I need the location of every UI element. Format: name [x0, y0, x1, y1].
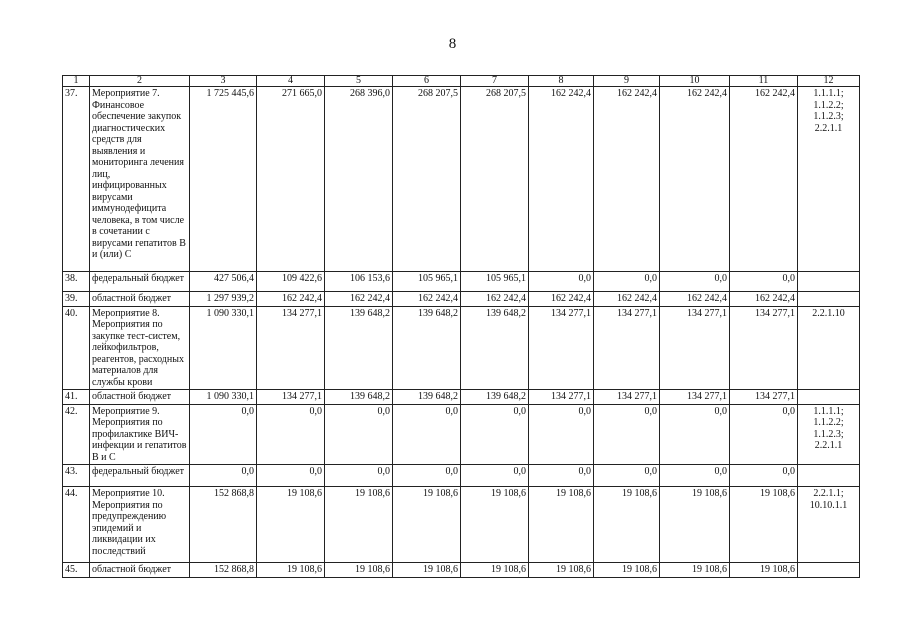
amount-cell: 19 108,6: [660, 487, 730, 563]
column-number: 3: [190, 76, 257, 87]
amount-cell: 152 868,8: [190, 563, 257, 578]
amount-cell: 162 242,4: [730, 292, 798, 307]
column-number: 11: [730, 76, 798, 87]
row-index-cell: 44.: [63, 487, 90, 563]
column-number: 6: [393, 76, 461, 87]
amount-cell: 19 108,6: [461, 487, 529, 563]
amount-cell: 0,0: [594, 465, 660, 487]
amount-cell: 19 108,6: [257, 487, 325, 563]
table-row: [63, 87, 860, 272]
amount-cell: 134 277,1: [257, 390, 325, 405]
amount-cell: 0,0: [730, 272, 798, 292]
indicator-codes-cell: 1.1.1.1; 1.1.2.2; 1.1.2.3; 2.2.1.1: [798, 404, 860, 465]
amount-cell: 0,0: [325, 465, 393, 487]
amount-cell: 134 277,1: [594, 306, 660, 390]
table-row: [63, 272, 860, 292]
amount-cell: 19 108,6: [393, 487, 461, 563]
row-index-cell: 43.: [63, 465, 90, 487]
amount-cell: 1 297 939,2: [190, 292, 257, 307]
table-row: [63, 306, 860, 390]
amount-cell: 19 108,6: [325, 563, 393, 578]
amount-cell: 134 277,1: [257, 306, 325, 390]
amount-cell: 268 207,5: [393, 87, 461, 272]
indicator-codes-cell: [798, 272, 860, 292]
amount-cell: 0,0: [393, 404, 461, 465]
amount-cell: 134 277,1: [529, 390, 594, 405]
amount-cell: 271 665,0: [257, 87, 325, 272]
amount-cell: 0,0: [190, 465, 257, 487]
amount-cell: 162 242,4: [257, 292, 325, 307]
amount-cell: 152 868,8: [190, 487, 257, 563]
indicator-codes-cell: 1.1.1.1; 1.1.2.2; 1.1.2.3; 2.2.1.1: [798, 87, 860, 272]
table-row: [63, 404, 860, 465]
amount-cell: 268 207,5: [461, 87, 529, 272]
amount-cell: 134 277,1: [660, 306, 730, 390]
amount-cell: 105 965,1: [461, 272, 529, 292]
row-index-cell: 42.: [63, 404, 90, 465]
row-index-cell: 38.: [63, 272, 90, 292]
amount-cell: 162 242,4: [730, 87, 798, 272]
column-number: 1: [63, 76, 90, 87]
row-index-cell: 40.: [63, 306, 90, 390]
row-name-cell: Мероприятие 10. Мероприятия по предупреждению эпидемий и ликвидации их последствий: [90, 487, 190, 563]
column-number: 4: [257, 76, 325, 87]
amount-cell: 1 090 330,1: [190, 306, 257, 390]
amount-cell: 0,0: [529, 272, 594, 292]
column-number: 8: [529, 76, 594, 87]
amount-cell: 1 090 330,1: [190, 390, 257, 405]
column-number: 7: [461, 76, 529, 87]
amount-cell: 0,0: [257, 404, 325, 465]
table-row: [63, 390, 860, 405]
amount-cell: 0,0: [529, 465, 594, 487]
budget-table: [62, 75, 860, 578]
row-index-cell: 39.: [63, 292, 90, 307]
amount-cell: 139 648,2: [325, 306, 393, 390]
amount-cell: 0,0: [461, 404, 529, 465]
amount-cell: 427 506,4: [190, 272, 257, 292]
amount-cell: 139 648,2: [393, 306, 461, 390]
amount-cell: 162 242,4: [660, 292, 730, 307]
indicator-codes-cell: [798, 563, 860, 578]
row-index-cell: 41.: [63, 390, 90, 405]
amount-cell: 134 277,1: [660, 390, 730, 405]
amount-cell: 162 242,4: [594, 87, 660, 272]
indicator-codes-cell: 2.2.1.10: [798, 306, 860, 390]
amount-cell: 162 242,4: [594, 292, 660, 307]
amount-cell: 106 153,6: [325, 272, 393, 292]
row-index-cell: 37.: [63, 87, 90, 272]
amount-cell: 0,0: [529, 404, 594, 465]
column-number: 5: [325, 76, 393, 87]
amount-cell: 139 648,2: [393, 390, 461, 405]
amount-cell: 19 108,6: [529, 487, 594, 563]
table-row: [63, 487, 860, 563]
amount-cell: 19 108,6: [393, 563, 461, 578]
row-name-cell: Мероприятие 9. Мероприятия по профилактике ВИЧ-инфекции и гепатитов В и С: [90, 404, 190, 465]
amount-cell: 19 108,6: [257, 563, 325, 578]
amount-cell: 162 242,4: [529, 292, 594, 307]
amount-cell: 139 648,2: [325, 390, 393, 405]
amount-cell: 139 648,2: [461, 306, 529, 390]
row-name-cell: Мероприятие 7. Финансовое обеспечение закупок диагностических средств для выявления и мониторинга лечения лиц, инфицированных вирусами иммунодефицита человека, в том числе в сочетании с вирусами гепатитов В и (или) С: [90, 87, 190, 272]
amount-cell: 139 648,2: [461, 390, 529, 405]
row-name-cell: Мероприятие 8. Мероприятия по закупке тест-систем, лейкофильтров, реагентов, расходных материалов для службы крови: [90, 306, 190, 390]
amount-cell: 19 108,6: [594, 563, 660, 578]
table-row: [63, 563, 860, 578]
indicator-codes-cell: [798, 390, 860, 405]
column-number: 10: [660, 76, 730, 87]
amount-cell: 105 965,1: [393, 272, 461, 292]
amount-cell: 19 108,6: [730, 487, 798, 563]
amount-cell: 0,0: [594, 272, 660, 292]
table-body: [63, 76, 860, 578]
amount-cell: 0,0: [660, 272, 730, 292]
amount-cell: 0,0: [393, 465, 461, 487]
row-index-cell: 45.: [63, 563, 90, 578]
amount-cell: 0,0: [660, 404, 730, 465]
indicator-codes-cell: 2.2.1.1; 10.10.1.1: [798, 487, 860, 563]
amount-cell: 0,0: [660, 465, 730, 487]
amount-cell: 19 108,6: [529, 563, 594, 578]
amount-cell: 0,0: [461, 465, 529, 487]
amount-cell: 0,0: [325, 404, 393, 465]
amount-cell: 162 242,4: [325, 292, 393, 307]
amount-cell: 19 108,6: [325, 487, 393, 563]
amount-cell: 134 277,1: [730, 390, 798, 405]
column-number: 12: [798, 76, 860, 87]
amount-cell: 134 277,1: [730, 306, 798, 390]
amount-cell: 162 242,4: [393, 292, 461, 307]
row-name-cell: областной бюджет: [90, 292, 190, 307]
table-row: [63, 292, 860, 307]
row-name-cell: федеральный бюджет: [90, 272, 190, 292]
amount-cell: 162 242,4: [660, 87, 730, 272]
amount-cell: 134 277,1: [529, 306, 594, 390]
amount-cell: 1 725 445,6: [190, 87, 257, 272]
column-number: 9: [594, 76, 660, 87]
amount-cell: 19 108,6: [594, 487, 660, 563]
indicator-codes-cell: [798, 292, 860, 307]
page-number: 8: [448, 36, 457, 52]
row-name-cell: федеральный бюджет: [90, 465, 190, 487]
indicator-codes-cell: [798, 465, 860, 487]
table-row: [63, 465, 860, 487]
column-number: 2: [90, 76, 190, 87]
row-name-cell: областной бюджет: [90, 563, 190, 578]
amount-cell: 0,0: [730, 465, 798, 487]
amount-cell: 0,0: [190, 404, 257, 465]
amount-cell: 0,0: [257, 465, 325, 487]
amount-cell: 19 108,6: [660, 563, 730, 578]
amount-cell: 19 108,6: [730, 563, 798, 578]
column-number-row: [63, 76, 860, 87]
amount-cell: 19 108,6: [461, 563, 529, 578]
row-name-cell: областной бюджет: [90, 390, 190, 405]
amount-cell: 0,0: [730, 404, 798, 465]
amount-cell: 134 277,1: [594, 390, 660, 405]
amount-cell: 162 242,4: [461, 292, 529, 307]
amount-cell: 109 422,6: [257, 272, 325, 292]
amount-cell: 162 242,4: [529, 87, 594, 272]
amount-cell: 268 396,0: [325, 87, 393, 272]
amount-cell: 0,0: [594, 404, 660, 465]
